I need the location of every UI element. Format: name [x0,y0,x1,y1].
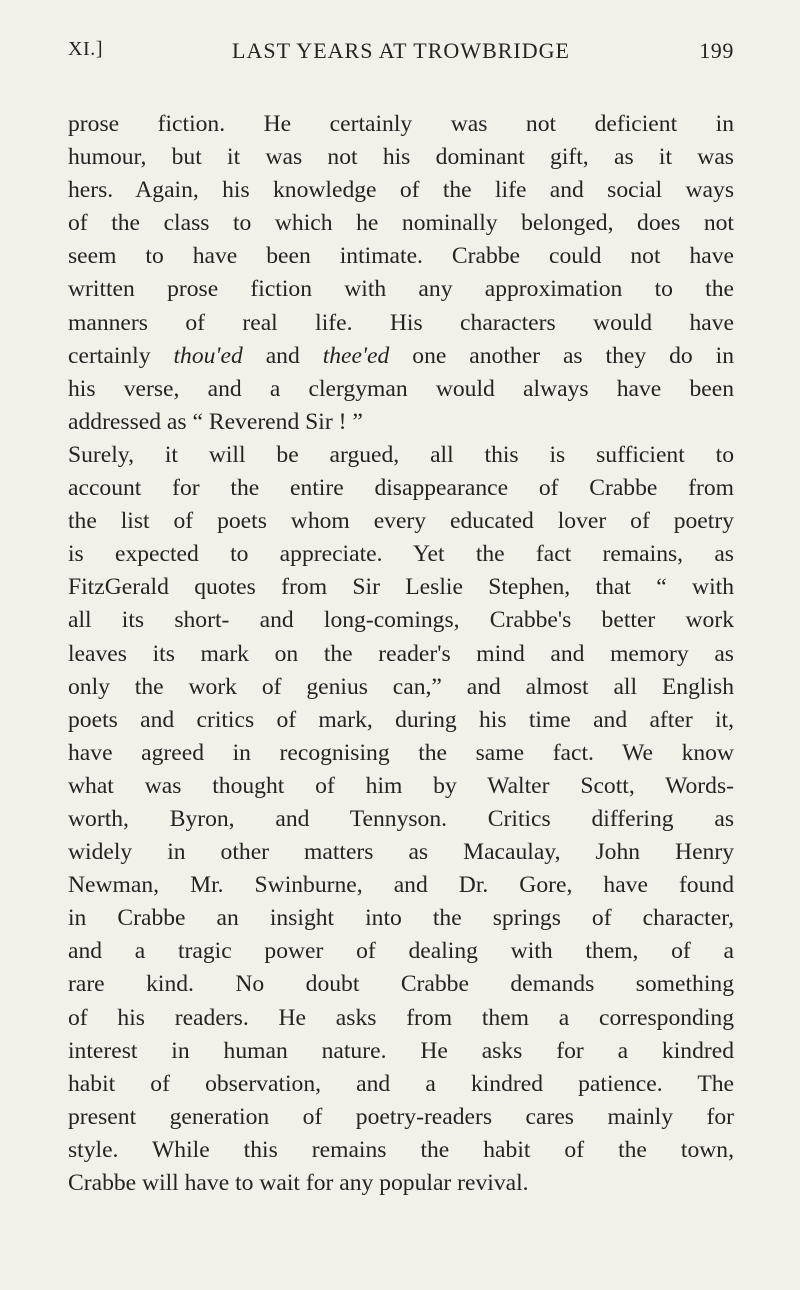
text-line: what was thought of him by Walter Scott, Words- [68,772,734,799]
text-fragment: and [242,342,323,369]
text-line: rare kind. No doubt Crabbe demands something [68,971,734,998]
running-title: LAST YEARS AT TROWBRIDGE [232,38,570,63]
text-line: Newman, Mr. Swinburne, and Dr. Gore, have found [68,872,734,899]
text-line: FitzGerald quotes from Sir Leslie Stephen, that “ with [68,574,734,601]
paragraph-2 [68,439,734,1200]
text-line: only the work of genius can,” and almost all English [68,673,734,700]
page-number: 199 [699,38,734,63]
text-line: account for the entire disappearance of Crabbe from [68,475,734,502]
text-line: Crabbe will have to wait for any popular revival. [68,1170,529,1196]
text-line: leaves its mark on the reader's mind and memory as [68,640,734,667]
text-line: widely in other matters as Macaulay, John Henry [68,839,734,866]
text-line: hers. Again, his knowledge of the life and social ways [68,177,734,204]
text-line: his verse, and a clergyman would always have been [68,375,734,402]
text-line: of the class to which he nominally belonged, does not [68,210,734,237]
text-fragment: one another as they do in [389,342,734,369]
text-line: seem to have been intimate. Crabbe could not have [68,243,734,270]
text-line: present generation of poetry-readers cares mainly for [68,1103,734,1130]
text-line: Surely, it will be argued, all this is sufficient to [68,441,734,468]
text-line-with-italics [68,340,734,373]
text-line: style. While this remains the habit of the town, [68,1136,734,1163]
text-line: have agreed in recognising the same fact. We know [68,739,734,766]
text-line: of his readers. He asks from them a corresponding [68,1004,734,1031]
italic-word: thou'ed [173,342,243,369]
text-line: poets and critics of mark, during his time and after it, [68,706,734,733]
body-text [68,108,734,1200]
text-line: prose fiction. He certainly was not deficient in [68,111,734,137]
text-fragment: certainly [68,342,174,369]
text-line: is expected to appreciate. Yet the fact remains, as [68,541,734,568]
chapter-number: XI.] [68,38,104,60]
text-line: habit of observation, and a kindred patience. The [68,1070,734,1097]
text-line: addressed as “ Reverend Sir ! ” [68,408,363,435]
italic-word: thee'ed [322,342,390,369]
text-line: all its short- and long-comings, Crabbe's better work [68,607,734,634]
text-line: interest in human nature. He asks for a kindred [68,1037,734,1064]
text-line: and a tragic power of dealing with them, of a [68,938,734,965]
text-line: humour, but it was not his dominant gift, as it was [68,144,734,171]
text-line: the list of poets whom every educated lover of poetry [68,508,734,535]
running-head [68,38,734,68]
text-line: written prose fiction with any approximation to the [68,276,734,303]
text-line: manners of real life. His characters would have [68,309,734,336]
text-line: in Crabbe an insight into the springs of character, [68,905,734,932]
paragraph-1 [68,108,734,439]
text-line: worth, Byron, and Tennyson. Critics differing as [68,805,734,832]
